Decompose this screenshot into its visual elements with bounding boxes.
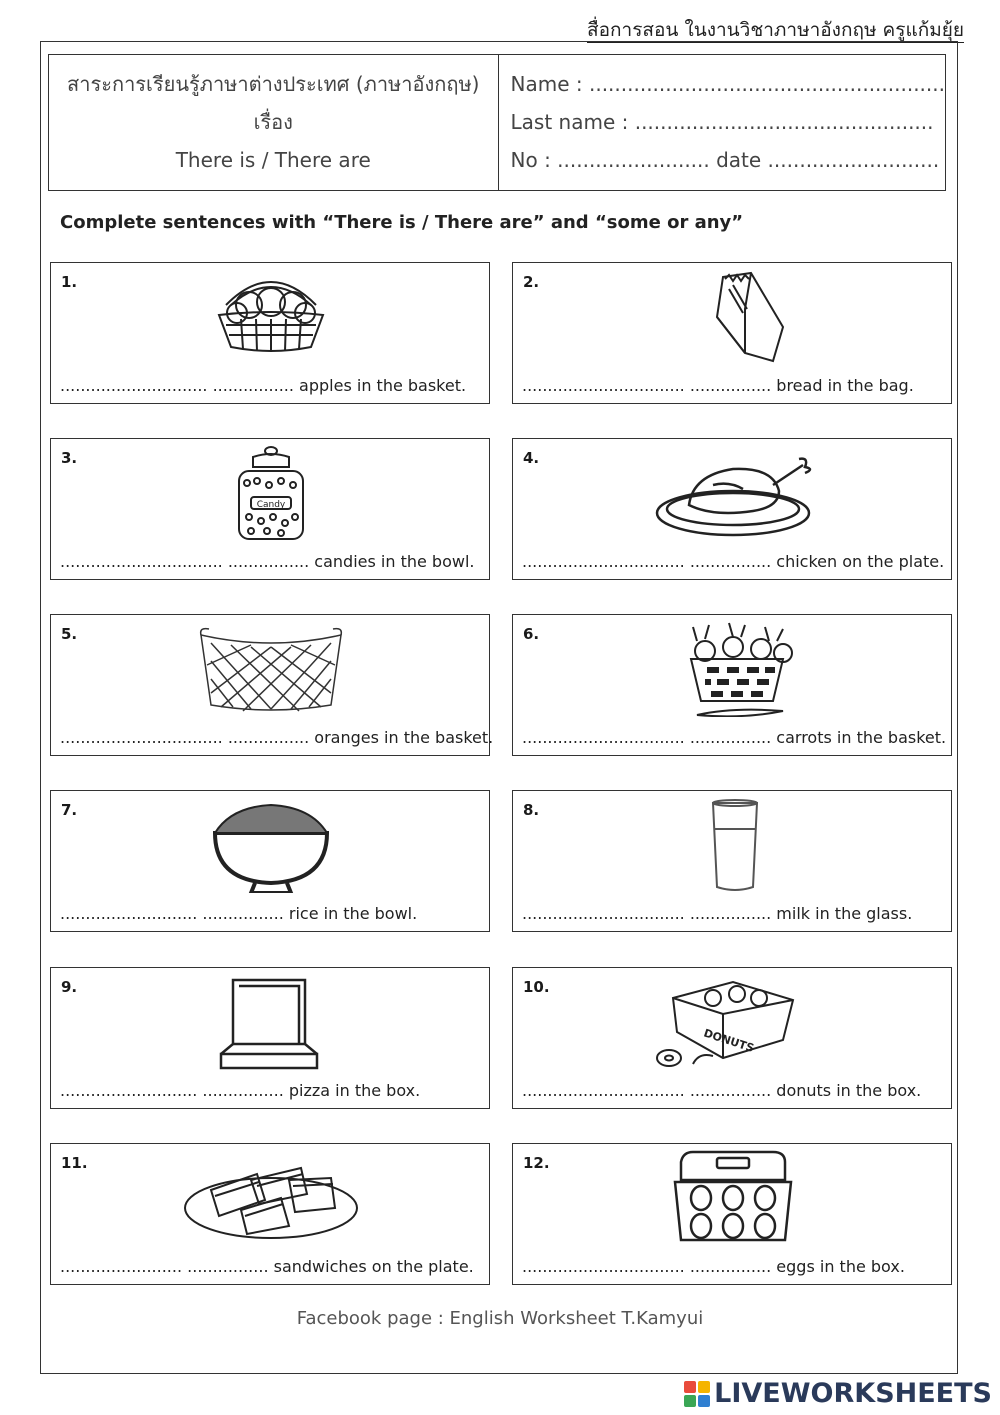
info-student-cell — [499, 55, 945, 190]
candy-jar-icon — [171, 445, 371, 541]
exercise-card-12 — [512, 1143, 952, 1285]
card-number: 11. — [61, 1154, 88, 1172]
subject-label: สาระการเรียนรู้ภาษาต่างประเทศ (ภาษาอังกฤษ) — [67, 72, 480, 96]
chicken-plate-icon — [633, 445, 833, 541]
pizza-box-icon — [171, 974, 371, 1070]
sentence[interactable]: ................................ ................ chicken on the plate. — [522, 552, 945, 571]
exercise-card-8 — [512, 790, 952, 932]
card-number: 1. — [61, 273, 78, 291]
candy-label: Candy — [256, 500, 286, 510]
sentence[interactable]: ................................ ................ milk in the glass. — [522, 904, 913, 923]
topic-title: There is / There are — [175, 148, 371, 172]
exercise-card-9 — [50, 967, 490, 1109]
exercise-card-1 — [50, 262, 490, 404]
card-number: 6. — [523, 625, 540, 643]
sandwich-plate-icon — [171, 1150, 371, 1246]
sentence[interactable]: ................................ ................ carrots in the basket. — [522, 728, 947, 747]
donut-box-icon — [633, 974, 833, 1070]
card-number: 8. — [523, 801, 540, 819]
sentence[interactable]: ................................ ................ oranges in the basket. — [60, 728, 494, 747]
exercise-card-5 — [50, 614, 494, 756]
card-number: 4. — [523, 449, 540, 467]
liveworksheets-logo-icon — [684, 1381, 710, 1407]
brand-name: LIVEWORKSHEETS — [714, 1378, 992, 1409]
sentence[interactable]: ................................ ................ candies in the bowl. — [60, 552, 475, 571]
exercise-card-6 — [512, 614, 952, 756]
exercise-card-4 — [512, 438, 952, 580]
info-box — [48, 54, 946, 191]
donuts-label: DONUTS — [702, 1026, 756, 1055]
header-note: สื่อการสอน ในงานวิชาภาษาอังกฤษ ครูแก้มยุ้ย — [587, 19, 964, 41]
info-subject-cell — [49, 55, 499, 190]
milk-glass-icon — [633, 797, 833, 893]
sentence[interactable]: ................................ ................ donuts in the box. — [522, 1081, 922, 1100]
topic-label: เรื่อง — [253, 110, 293, 134]
liveworksheets-brand[interactable] — [684, 1378, 992, 1409]
instructions: Complete sentences with “There is / There are” and “some or any” — [60, 212, 744, 233]
exercise-card-3 — [50, 438, 490, 580]
exercise-card-2 — [512, 262, 952, 404]
sentence[interactable]: ........................ ................ sandwiches on the plate. — [60, 1257, 474, 1276]
card-number: 10. — [523, 978, 550, 996]
apple-basket-icon — [171, 269, 371, 365]
exercise-card-10 — [512, 967, 952, 1109]
exercise-card-11 — [50, 1143, 490, 1285]
empty-basket-icon — [171, 621, 371, 717]
sentence[interactable]: ............................. ................ apples in the basket. — [60, 376, 467, 395]
bread-bag-icon — [633, 269, 833, 365]
no-date-field[interactable]: No : ........................ date ........................... — [510, 148, 940, 172]
sentence[interactable]: ................................ ................ eggs in the box. — [522, 1257, 905, 1276]
card-number: 9. — [61, 978, 78, 996]
name-field[interactable]: Name : ........................................................ — [510, 72, 945, 96]
footer-credit: Facebook page : English Worksheet T.Kamyui — [296, 1308, 704, 1329]
egg-carton-icon — [633, 1150, 833, 1246]
sentence[interactable]: ................................ ................ bread in the bag. — [522, 376, 914, 395]
card-number: 3. — [61, 449, 78, 467]
sentence[interactable]: ........................... ................ rice in the bowl. — [60, 904, 418, 923]
exercise-card-7 — [50, 790, 490, 932]
last-name-field[interactable]: Last name : ............................................... — [510, 110, 934, 134]
sentence[interactable]: ........................... ................ pizza in the box. — [60, 1081, 421, 1100]
card-number: 12. — [523, 1154, 550, 1172]
card-number: 2. — [523, 273, 540, 291]
card-number: 5. — [61, 625, 78, 643]
rice-bowl-icon — [171, 797, 371, 893]
carrot-basket-icon — [633, 621, 833, 717]
card-number: 7. — [61, 801, 78, 819]
